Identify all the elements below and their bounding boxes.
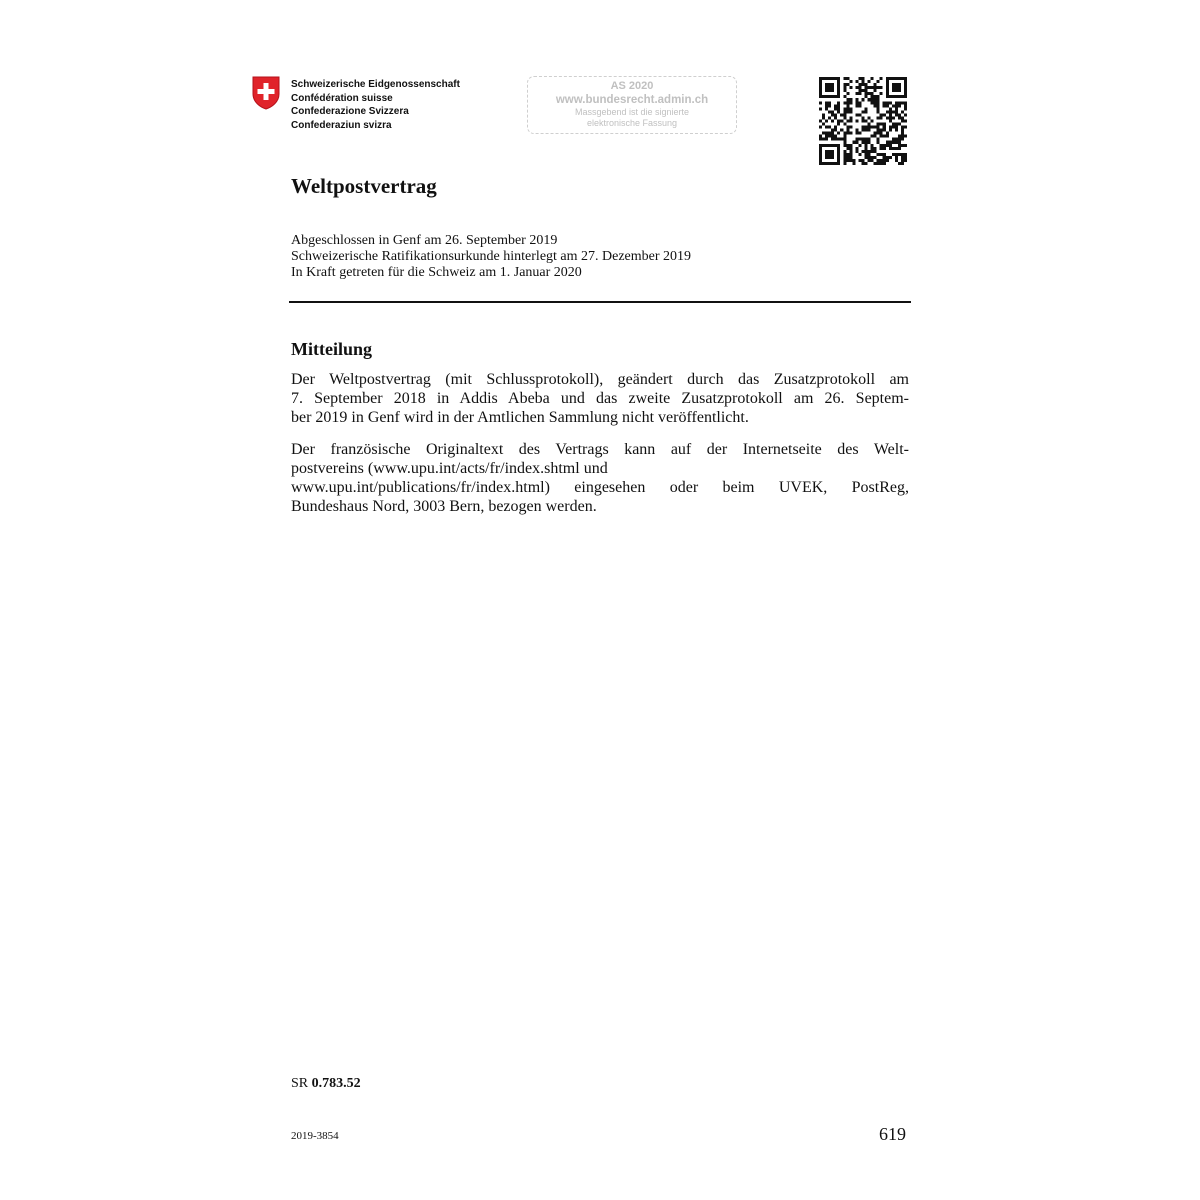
notice-paragraph-2 xyxy=(291,440,909,516)
meta-in-force: In Kraft getreten für die Schweiz am 1. Januar 2020 xyxy=(291,265,582,280)
paragraph-line: Bundeshaus Nord, 3003 Bern, bezogen werden. xyxy=(291,498,597,515)
swiss-coat-of-arms-icon xyxy=(252,76,280,110)
authority-line-de: Schweizerische Eidgenossenschaft xyxy=(291,79,460,90)
document-number: 2019-3854 xyxy=(291,1130,339,1142)
paragraph-line: Der französische Originaltext des Vertrags kann auf der Internetseite des Welt- xyxy=(291,441,909,458)
authority-names xyxy=(291,78,460,132)
qr-code-icon xyxy=(819,77,907,165)
stamp-collection: AS 2020 xyxy=(610,80,654,92)
document-meta xyxy=(291,233,691,281)
paragraph-line: www.upu.int/publications/fr/index.html) eingesehen oder beim UVEK, PostReg, xyxy=(291,479,909,496)
sr-number xyxy=(291,1075,361,1093)
stamp-note-line1: Massgebend ist die signierte xyxy=(574,107,690,117)
document-title: Weltpostvertrag xyxy=(291,174,437,198)
meta-concluded: Abgeschlossen in Genf am 26. September 2019 xyxy=(291,233,558,248)
header-divider xyxy=(289,301,911,303)
stamp-url: www.bundesrecht.admin.ch xyxy=(555,94,709,106)
sr-prefix: SR xyxy=(291,1076,312,1091)
authority-line-it: Confederazione Svizzera xyxy=(291,106,409,117)
paragraph-line: postvereins (www.upu.int/acts/fr/index.shtml und xyxy=(291,460,608,477)
meta-ratification: Schweizerische Ratifikationsurkunde hinterlegt am 27. Dezember 2019 xyxy=(291,249,692,264)
authority-line-fr: Confédération suisse xyxy=(291,92,393,104)
publication-stamp xyxy=(527,76,737,134)
page-number: 619 xyxy=(879,1124,906,1144)
paragraph-line: Der Weltpostvertrag (mit Schlussprotokoll), geändert durch das Zusatzprotokoll am xyxy=(291,371,909,388)
authority-line-rm: Confederaziun svizra xyxy=(291,119,392,131)
notice-paragraph-1 xyxy=(291,370,909,427)
sr-value: 0.783.52 xyxy=(311,1076,361,1091)
section-heading: Mitteilung xyxy=(291,339,372,359)
paragraph-line: ber 2019 in Genf wird in der Amtlichen Sammlung nicht veröffentlicht. xyxy=(291,409,749,426)
stamp-note-line2: elektronische Fassung xyxy=(586,118,678,128)
paragraph-line: 7. September 2018 in Addis Abeba und das zweite Zusatzprotokoll am 26. Septem- xyxy=(291,390,909,407)
